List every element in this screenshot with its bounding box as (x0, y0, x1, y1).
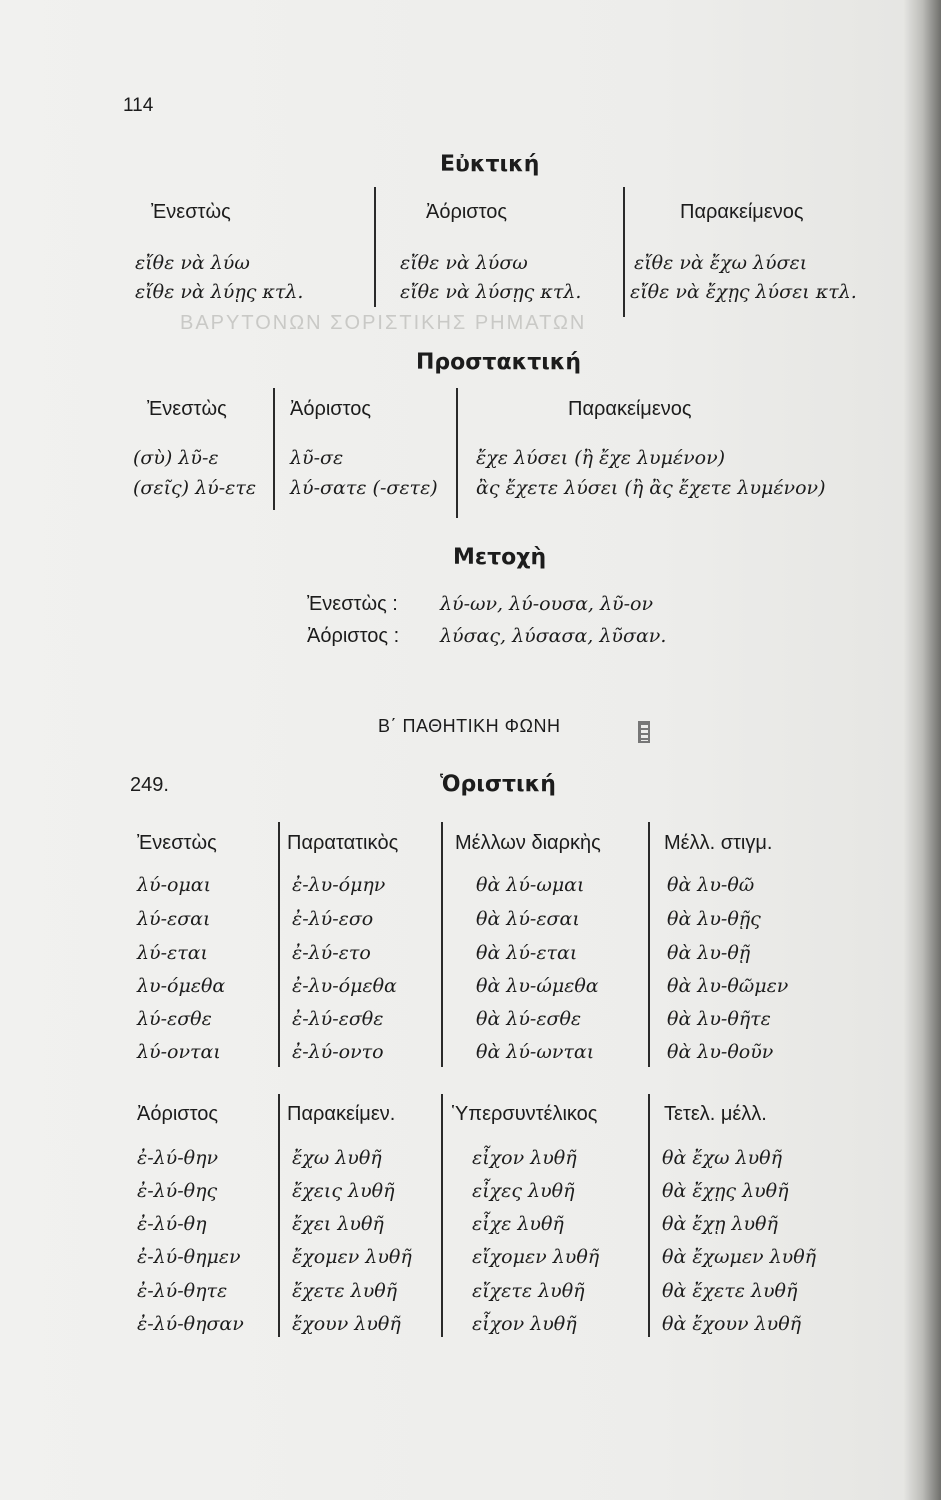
table-cell: ἐ-λύ-εσο (292, 908, 374, 930)
indicative-header-future-perfect: Τετελ. μέλλ. (664, 1103, 767, 1125)
table-cell: λυ-όμεθα (137, 975, 226, 997)
optative-aorist-row-1: εἴθε νὰ λύσω (400, 252, 528, 274)
column-divider (441, 1094, 443, 1337)
optative-title: Εὐκτική (440, 152, 540, 177)
bleed-through-text: ΒΑΡΥΤΟΝΩΝ ΣΟΡΙΣΤΙΚΗΣ ΡΗΜΑΤΩΝ (180, 312, 587, 334)
table-cell: θὰ λυ-θῇ (667, 942, 751, 964)
optative-perfect-row-2: εἴθε νὰ ἔχῃς λύσει κτλ. (630, 281, 857, 303)
table-cell: λύ-εσαι (137, 908, 211, 930)
table-cell: λύ-εσθε (137, 1008, 212, 1030)
table-cell: ἐ-λυ-όμεθα (292, 975, 397, 997)
table-cell: ἔχετε λυθῆ (292, 1280, 398, 1302)
table-cell: θὰ λύ-ωμαι (476, 874, 585, 896)
table-cell: θὰ λυ-θῶμεν (667, 975, 789, 997)
table-cell: θὰ ἔχω λυθῆ (662, 1147, 782, 1169)
table-cell: ἐ-λύ-οντο (292, 1041, 384, 1063)
participle-title: Μετοχὴ (453, 545, 547, 570)
indicative-header-future-simple: Μέλλ. στιγμ. (664, 832, 773, 854)
table-cell: θὰ ἔχῃ λυθῆ (662, 1213, 778, 1235)
table-cell: ἔχομεν λυθῆ (292, 1246, 412, 1268)
indicative-title: Ὁριστική (440, 772, 556, 797)
table-cell: θὰ λύ-εται (476, 942, 578, 964)
optative-present-row-2: εἴθε νὰ λύῃς κτλ. (135, 281, 304, 303)
table-cell: εἶχον λυθῆ (472, 1147, 577, 1169)
table-cell: θὰ ἔχετε λυθῆ (662, 1280, 798, 1302)
table-cell: εἶχον λυθῆ (472, 1313, 577, 1335)
imperative-perfect-row-2: ἂς ἔχετε λύσει (ἢ ἂς ἔχετε λυμένον) (476, 477, 826, 499)
indicative-header-aorist: Ἀόριστος (137, 1103, 219, 1125)
table-cell: θὰ ἔχουν λυθῆ (662, 1313, 802, 1335)
table-cell: εἶχες λυθῆ (472, 1180, 575, 1202)
table-cell: εἶχε λυθῆ (472, 1213, 564, 1235)
table-cell: ἔχουν λυθῆ (292, 1313, 401, 1335)
table-cell: ἐ-λύ-θης (137, 1180, 218, 1202)
table-cell: θὰ λυ-θῆτε (667, 1008, 771, 1030)
imperative-aorist-row-1: λῦ-σε (290, 447, 344, 469)
table-cell: ἐ-λύ-εσθε (292, 1008, 384, 1030)
optative-perfect-row-1: εἴθε νὰ ἔχω λύσει (634, 252, 808, 274)
table-cell: θὰ ἔχῃς λυθῆ (662, 1180, 789, 1202)
table-cell: εἴχομεν λυθῆ (472, 1246, 600, 1268)
imperative-header-perfect: Παρακείμενος (568, 398, 692, 420)
table-cell: ἐ-λύ-θη (137, 1213, 207, 1235)
table-cell: ἐ-λύ-θησαν (137, 1313, 244, 1335)
imperative-header-present: Ἐνεστὼς (147, 398, 227, 420)
indicative-header-pluperfect: Ὑπερσυντέλικος (452, 1103, 598, 1125)
imperative-perfect-row-1: ἔχε λύσει (ἢ ἔχε λυμένον) (476, 447, 726, 469)
column-divider (278, 822, 280, 1067)
imperative-present-row-2: (σεῖς) λύ-ετε (133, 477, 257, 499)
column-divider (441, 822, 443, 1067)
column-divider (374, 187, 376, 307)
column-divider (648, 822, 650, 1067)
participle-present-label: Ἐνεστὼς : (307, 593, 398, 615)
table-cell: εἴχετε λυθῆ (472, 1280, 585, 1302)
table-cell: θὰ λύ-ωνται (476, 1041, 595, 1063)
table-cell: ἐ-λυ-όμην (292, 874, 386, 896)
optative-present-row-1: εἴθε νὰ λύω (135, 252, 250, 274)
column-divider (456, 388, 458, 518)
table-cell: ἔχω λυθῆ (292, 1147, 382, 1169)
table-cell: λύ-εται (137, 942, 208, 964)
imperative-aorist-row-2: λύ-σατε (-σετε) (290, 477, 438, 499)
page-number: 114 (123, 95, 154, 116)
table-cell: θὰ λύ-εσθε (476, 1008, 582, 1030)
margin-mark-icon (638, 721, 650, 743)
table-cell: θὰ λυ-ώμεθα (476, 975, 599, 997)
indicative-header-future-continuous: Μέλλων διαρκὴς (455, 832, 601, 854)
participle-aorist-label: Ἀόριστος : (307, 625, 400, 647)
indicative-header-present: Ἐνεστὼς (137, 832, 217, 854)
imperative-title: Προστακτική (416, 350, 582, 375)
table-cell: ἐ-λύ-θην (137, 1147, 219, 1169)
table-cell: ἔχει λυθῆ (292, 1213, 384, 1235)
table-cell: λύ-ονται (137, 1041, 221, 1063)
section-number: 249. (130, 774, 169, 796)
optative-header-aorist: Ἀόριστος (426, 201, 508, 223)
table-cell: ἐ-λύ-ετο (292, 942, 371, 964)
table-cell: ἐ-λύ-θημεν (137, 1246, 241, 1268)
table-cell: θὰ λύ-εσαι (476, 908, 580, 930)
column-divider (623, 187, 625, 317)
indicative-header-perfect: Παρακείμεν. (287, 1103, 396, 1125)
optative-header-present: Ἐνεστὼς (151, 201, 231, 223)
indicative-header-imperfect: Παρατατικὸς (287, 832, 399, 854)
table-cell: θὰ λυ-θῶ (667, 874, 755, 896)
table-cell: θὰ λυ-θῇς (667, 908, 761, 930)
optative-aorist-row-2: εἴθε νὰ λύσῃς κτλ. (400, 281, 582, 303)
table-cell: λύ-ομαι (137, 874, 212, 896)
imperative-present-row-1: (σὺ) λῦ-ε (133, 447, 219, 469)
imperative-header-aorist: Ἀόριστος (290, 398, 372, 420)
table-cell: ἐ-λύ-θητε (137, 1280, 228, 1302)
optative-header-perfect: Παρακείμενος (680, 201, 804, 223)
column-divider (273, 388, 275, 510)
table-cell: θὰ ἔχωμεν λυθῆ (662, 1246, 817, 1268)
table-cell: θὰ λυ-θοῦν (667, 1041, 774, 1063)
passive-voice-heading: Β΄ ΠΑΘΗΤΙΚΗ ΦΩΝΗ (378, 716, 561, 736)
column-divider (278, 1094, 280, 1337)
participle-present-forms: λύ-ων, λύ-ουσα, λῦ-ον (440, 593, 654, 615)
participle-aorist-forms: λύσας, λύσασα, λῦσαν. (440, 625, 667, 647)
table-cell: ἔχεις λυθῆ (292, 1180, 395, 1202)
column-divider (648, 1094, 650, 1337)
